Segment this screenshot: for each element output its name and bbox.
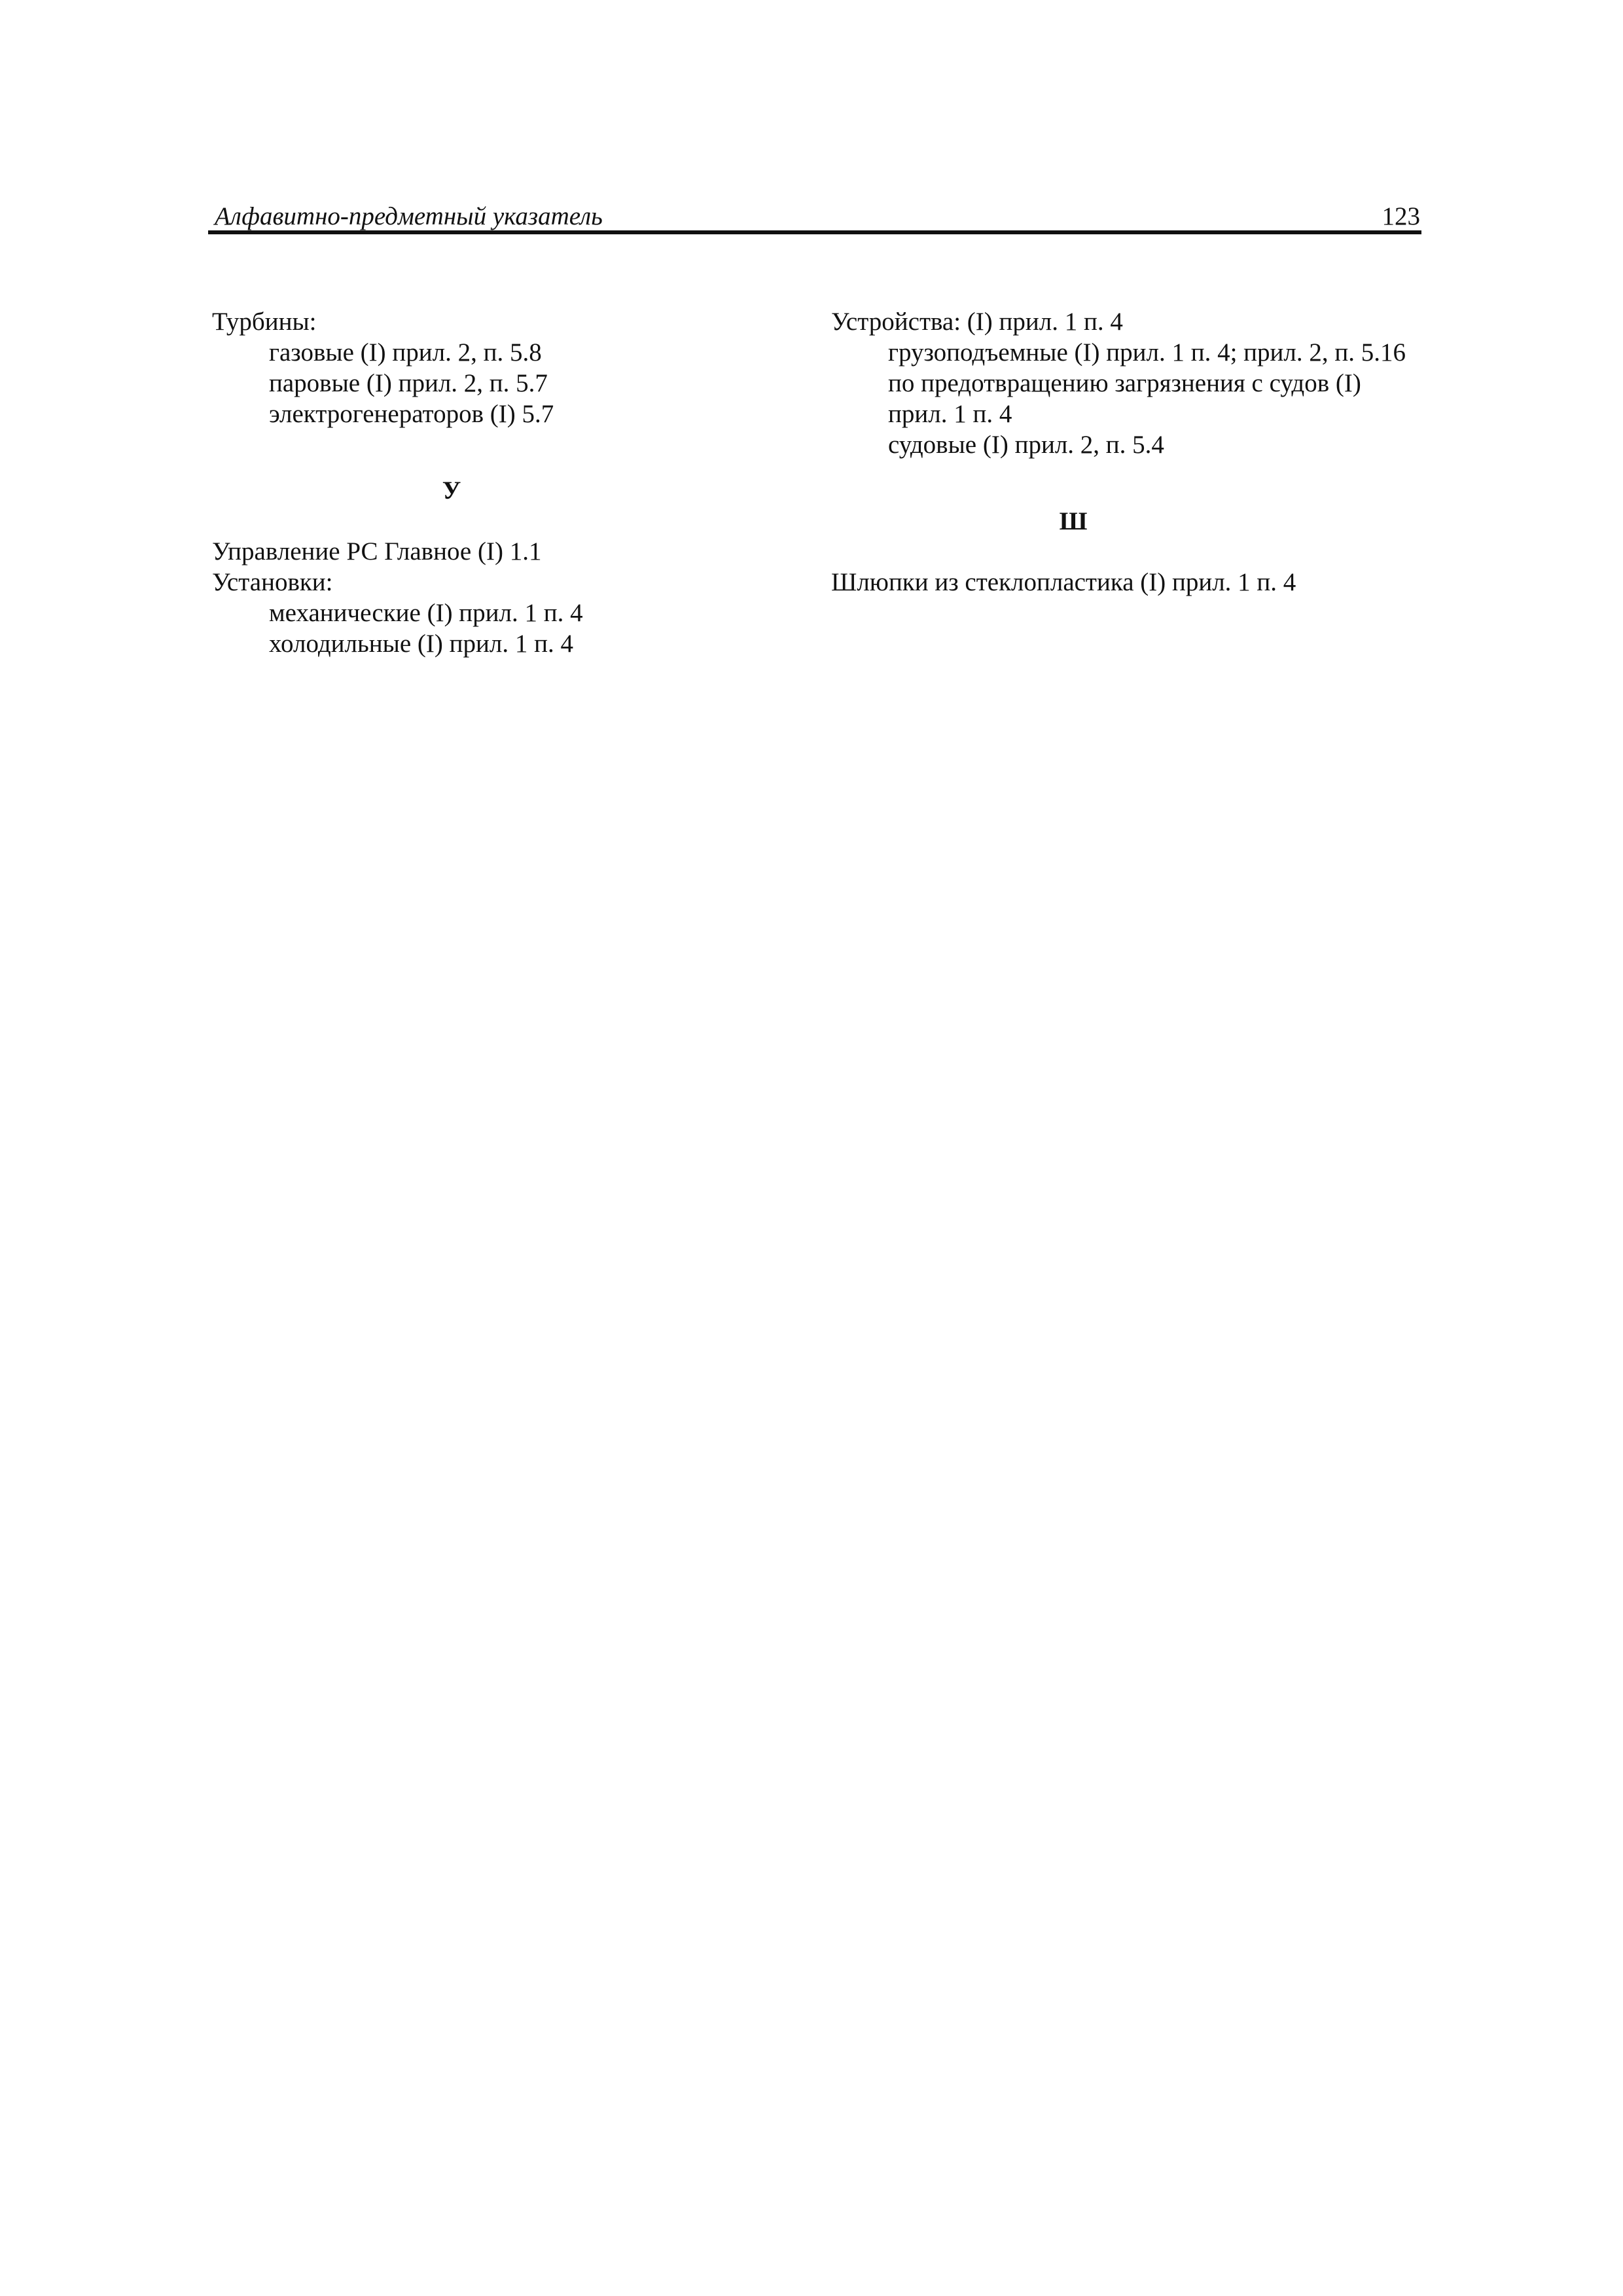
index-subentry: паровые (I) прил. 2, п. 5.7	[269, 369, 548, 397]
running-header	[208, 198, 1421, 234]
index-subentry: по предотвращению загрязнения с судов (I)	[888, 369, 1361, 397]
index-entry-control: Управление РС Главное (I) 1.1	[212, 537, 542, 565]
letter-heading-u: У	[442, 476, 461, 505]
index-subentry: судовые (I) прил. 2, п. 5.4	[888, 431, 1164, 459]
index-subentry: газовые (I) прил. 2, п. 5.8	[269, 338, 542, 367]
index-entry-devices: Устройства: (I) прил. 1 п. 4	[831, 308, 1123, 336]
page-number: 123	[1382, 202, 1420, 230]
index-subentry: электрогенераторов (I) 5.7	[269, 400, 554, 428]
index-subentry: грузоподъемные (I) прил. 1 п. 4; прил. 2, п. 5.16	[888, 338, 1406, 367]
index-column-right	[831, 306, 1433, 598]
header-title: Алфавитно-предметный указатель	[215, 202, 603, 230]
index-subentry: холодильные (I) прил. 1 п. 4	[269, 630, 573, 658]
index-entry-boats: Шлюпки из стеклопластика (I) прил. 1 п. 4	[831, 568, 1296, 596]
index-entry-turbines: Турбины:	[212, 308, 317, 336]
index-entry-installations: Установки:	[212, 568, 333, 596]
index-column-left	[212, 306, 801, 659]
letter-heading-sh: Ш	[1059, 507, 1088, 535]
index-subentry: механические (I) прил. 1 п. 4	[269, 599, 583, 627]
index-subentry: прил. 1 п. 4	[888, 400, 1012, 428]
